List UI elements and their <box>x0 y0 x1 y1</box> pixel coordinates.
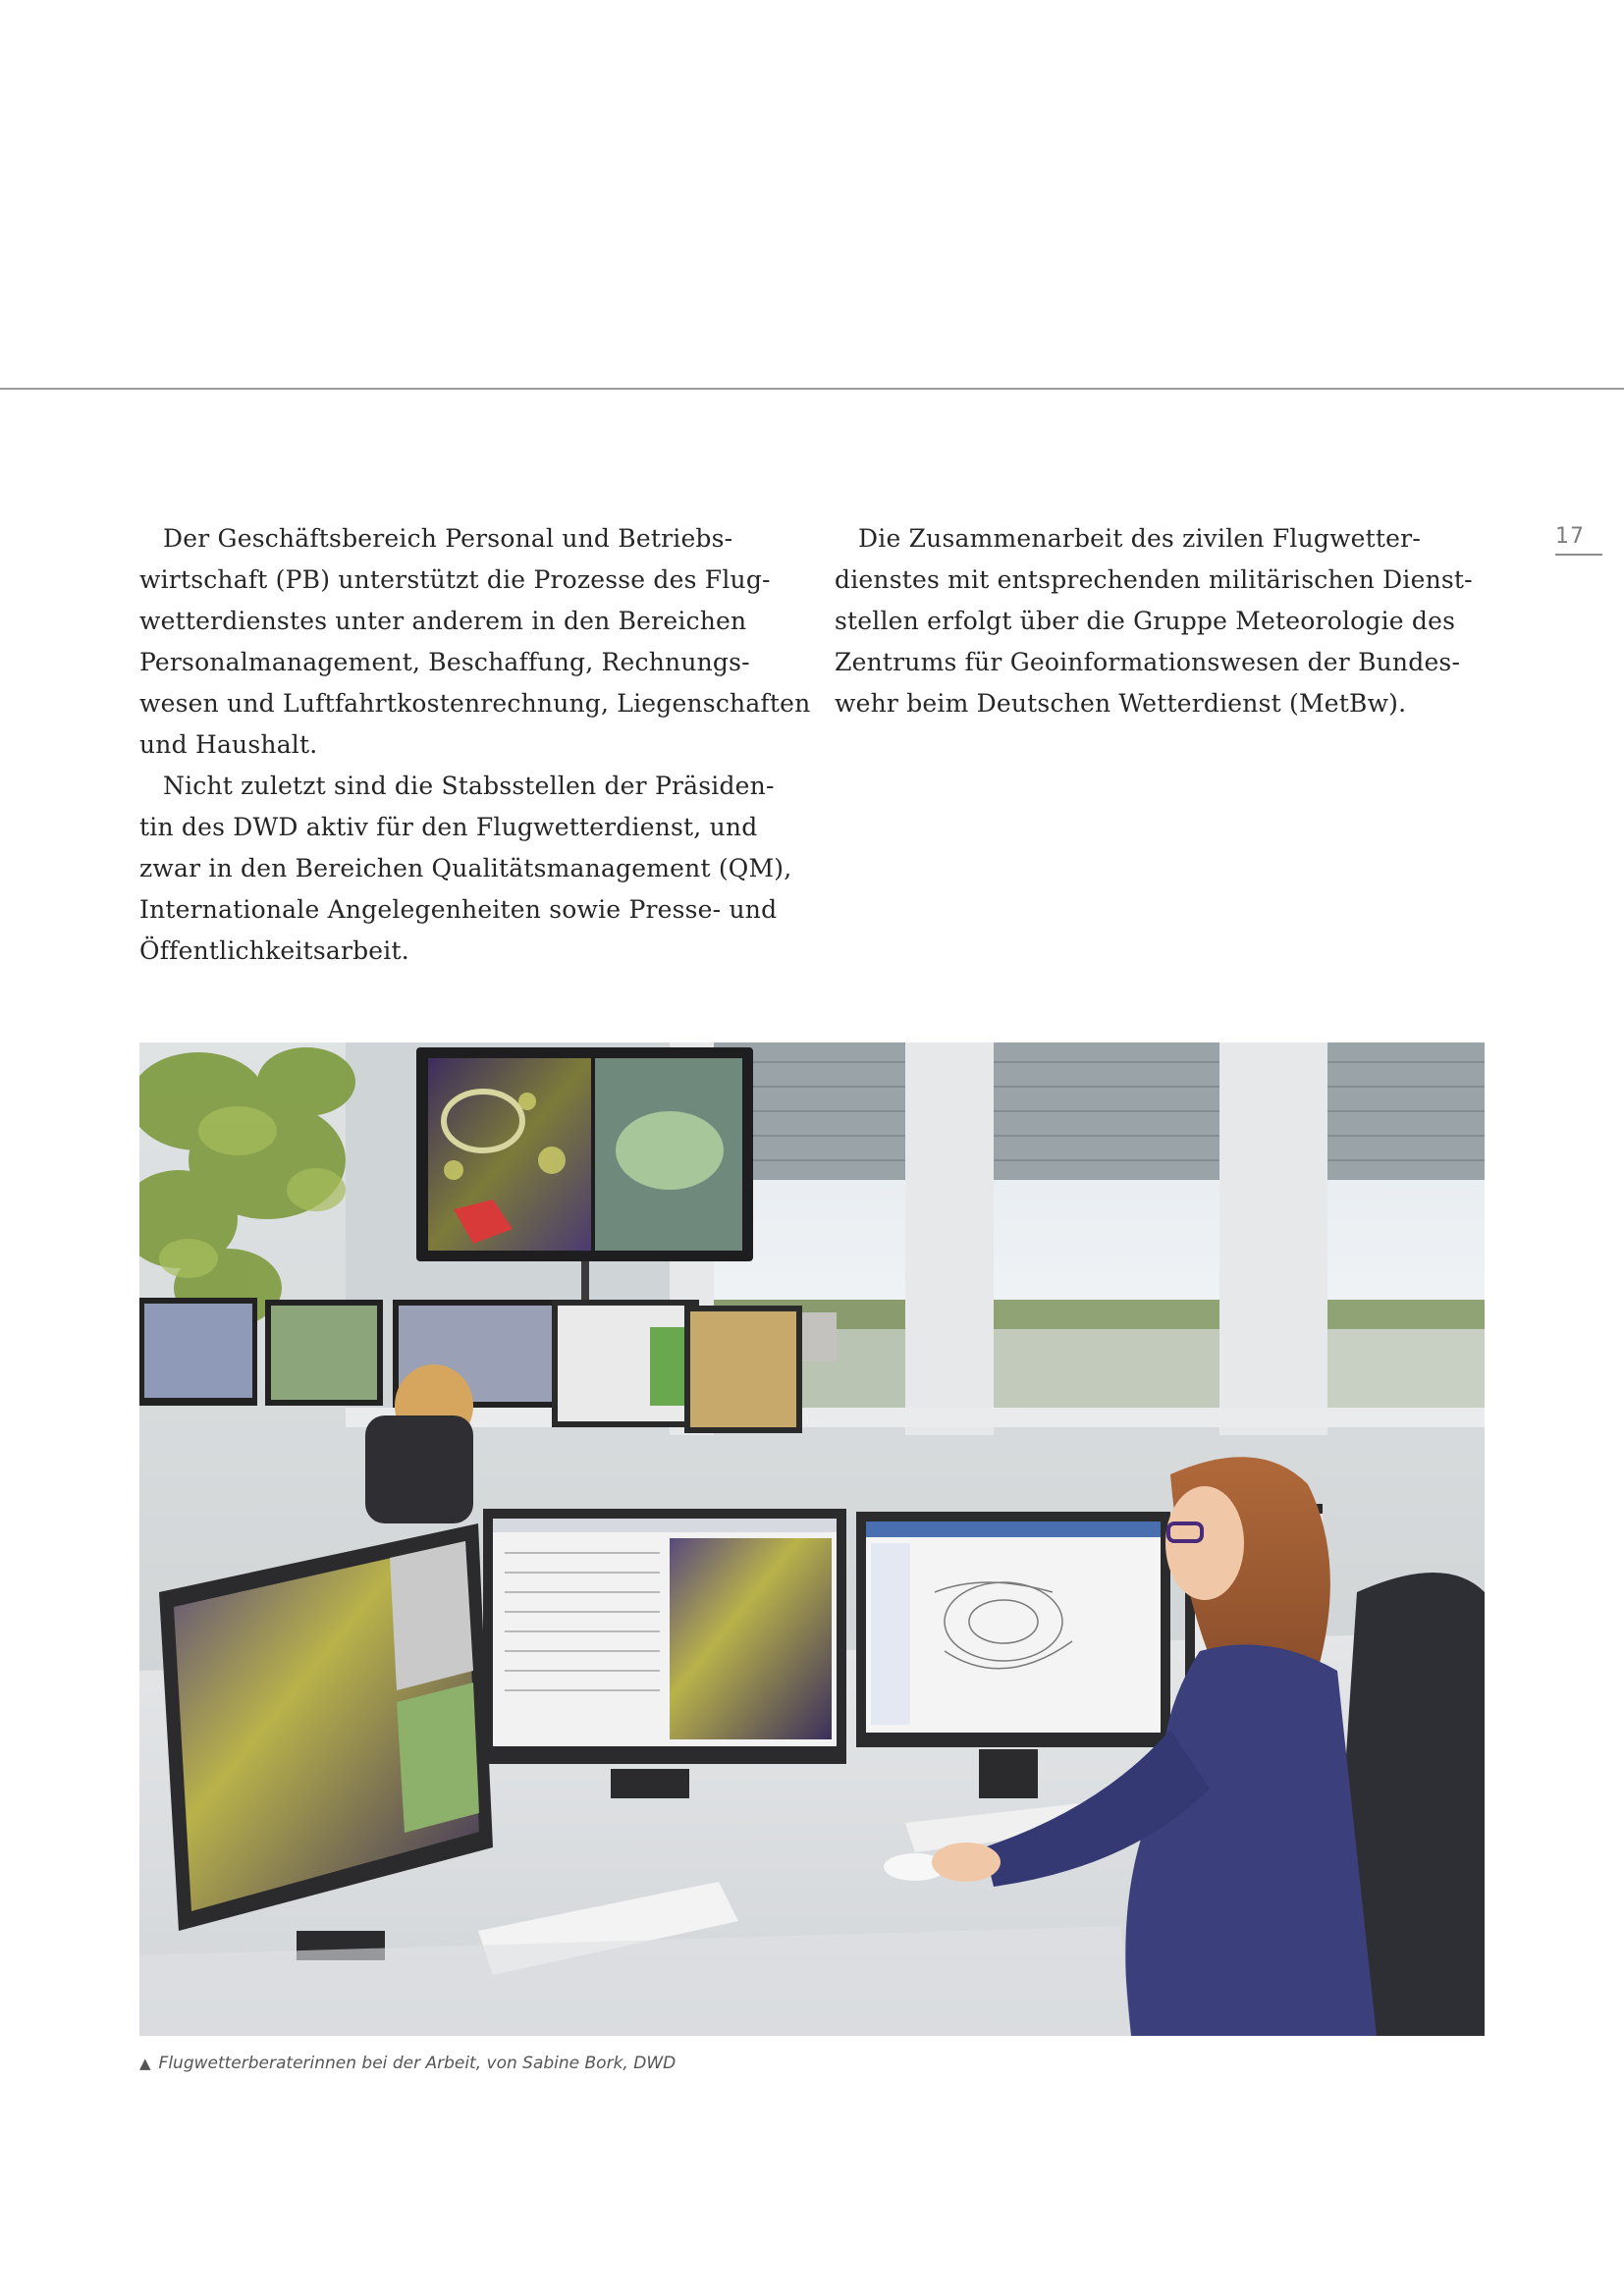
triangle-up-icon: ▲ <box>139 2055 151 2072</box>
right-text-column <box>835 518 1512 724</box>
office-photo-illustration <box>139 1042 1485 2036</box>
office-photo <box>139 1042 1485 2036</box>
text-line: Die Zusammenarbeit des zivilen Flugwetter- <box>858 524 1421 553</box>
header-rule <box>0 388 1624 390</box>
text-line: dienstes mit entsprechenden militärischen Dienst- <box>835 565 1473 594</box>
photo-caption-text: Flugwetterberaterinnen bei der Arbeit, von Sabine Bork, DWD <box>158 2054 677 2073</box>
text-line: wirtschaft (PB) unterstützt die Prozesse des Flug- <box>139 565 771 594</box>
text-line: Der Geschäftsbereich Personal und Betriebs- <box>163 524 733 553</box>
text-line: zwar in den Bereichen Qualitätsmanagement (QM), <box>139 854 792 882</box>
text-line: Internationale Angelegenheiten sowie Presse- und <box>139 895 778 924</box>
text-line: Nicht zuletzt sind die Stabsstellen der Präsiden- <box>163 772 775 800</box>
text-line: stellen erfolgt über die Gruppe Meteorologie des <box>835 607 1456 635</box>
text-line: tin des DWD aktiv für den Flugwetterdienst, und <box>139 813 758 841</box>
text-line: Personalmanagement, Beschaffung, Rechnungs- <box>139 648 750 676</box>
photo-caption <box>139 2054 676 2073</box>
text-line: wetterdienstes unter anderem in den Bereichen <box>139 607 747 635</box>
text-line: wehr beim Deutschen Wetterdienst (MetBw). <box>835 689 1407 718</box>
text-line: und Haushalt. <box>139 730 318 759</box>
text-line: wesen und Luftfahrtkostenrechnung, Liegenschaften <box>139 689 811 718</box>
page-number-underline <box>1555 554 1602 556</box>
left-text-column <box>139 518 817 972</box>
text-line: Zentrums für Geoinformationswesen der Bundes- <box>835 648 1461 676</box>
page-number: 17 <box>1555 524 1585 549</box>
text-line: Öffentlichkeitsarbeit. <box>139 936 409 965</box>
